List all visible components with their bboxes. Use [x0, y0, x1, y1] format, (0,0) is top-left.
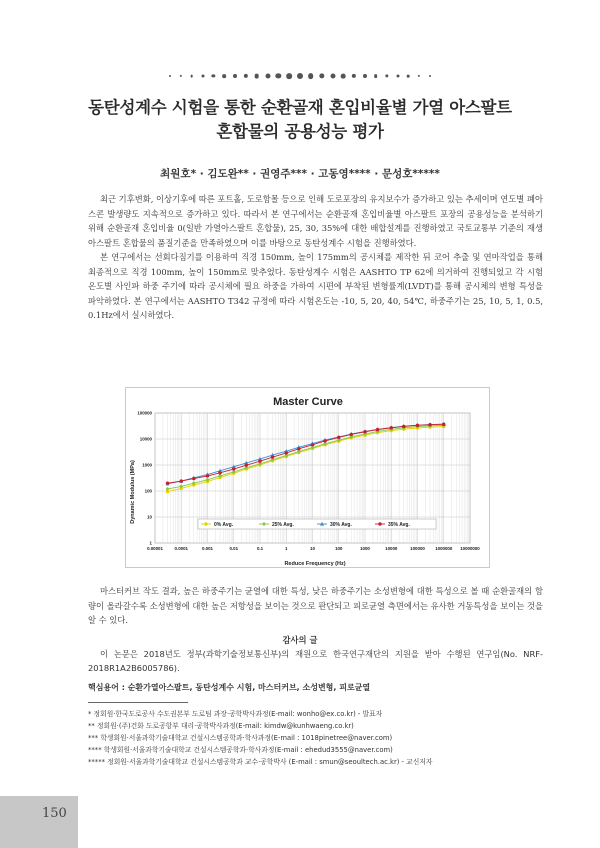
- ornament-dot: [308, 73, 314, 79]
- footnote-5: ***** 정회원·서울과학기술대학교 건설시스템공학과 교수·공학박사 (E-mail : smun@seoultech.ac.kr) - 교신저자: [88, 758, 433, 766]
- ornament-dot: [254, 74, 259, 79]
- ornament-dot: [265, 74, 270, 79]
- ornament-dot: [429, 75, 431, 77]
- data-point: [442, 423, 445, 426]
- y-tick-label: 10: [147, 514, 152, 520]
- ornament-dot: [222, 74, 226, 78]
- x-tick-label: 10: [310, 546, 315, 551]
- keywords-label: 핵심용어 :: [88, 683, 128, 692]
- author-list: 최원호* · 김도완** · 권영주*** · 고동영**** · 문성호*****: [160, 168, 440, 180]
- chart-x-axis-label: Reduce Frequency (Hz): [284, 561, 346, 567]
- chart-legend: [198, 519, 436, 529]
- data-point: [206, 474, 209, 477]
- ornament-dot: [180, 75, 182, 77]
- acknowledgement-text: 이 논문은 2018년도 정부(과학기술정보통신부)의 재원으로 한국연구재단의 지원을 받아 수행된 연구임(No. NRF-2018R1A2B6005786).: [88, 649, 543, 673]
- keywords-line: [88, 682, 543, 693]
- y-tick-label: 1000: [142, 462, 152, 468]
- ornament-dot: [374, 74, 378, 78]
- footnote-2: ** 정회원·(주)건화 도로공항부 대리·공학박사과정(E-mail: kimdw@kunhwaeng.co.kr): [88, 722, 354, 730]
- x-tick-label: 1000000: [435, 546, 453, 551]
- data-point: [297, 447, 300, 450]
- paper-title: [30, 96, 570, 144]
- data-point: [166, 481, 169, 484]
- chart-y-axis-label: Dynamic Modulus (MPa): [130, 460, 136, 524]
- ornament-dot: [352, 74, 356, 78]
- results-paragraph-block: [88, 584, 543, 628]
- paper-title-line-1: 동탄성계수 시험을 통한 순환골재 혼입비율별 가열 아스팔트: [88, 98, 512, 117]
- legend-label: 35% Avg.: [388, 521, 410, 528]
- abstract-paragraph-1: 최근 기후변화, 이상기후에 따른 포트홀, 도로함몰 등으로 인해 도로포장의 유지보수가 증가하고 있는 추세이며 연도별 폐아스콘 발생량도 지속적으로 증가하고 있다. 따라서 본 연구에서는 순환골재 혼입비율별 아스팔트 포장의 공용성능을 분석하기 위해 순환골재 혼입비율 0(일반 가열아스팔트 혼합물), 25, 30, 35%에 대한 배합설계를 진행하였고 국토교통부 기준의 재생아스팔트 혼합물의 품질기준을 만족하였으며 이를 바탕으로 동탄성계수 시험을 진행하였다.: [88, 194, 543, 248]
- data-point: [350, 433, 353, 436]
- data-point: [218, 471, 221, 474]
- data-point: [428, 423, 431, 426]
- master-curve-svg: [125, 387, 490, 568]
- x-tick-label: 0.00001: [147, 546, 163, 551]
- x-tick-label: 0.1: [256, 546, 264, 551]
- x-tick-label: 10000000: [460, 546, 480, 551]
- acknowledgement-heading: 감사의 글: [282, 635, 318, 645]
- results-paragraph: 마스터커브 작도 결과, 높은 하중주기는 균열에 대한 특성, 낮은 하중주기는 소성변형에 대한 특성으로 볼 때 순환골재의 함량이 올라갈수록 소성변형에 대한 높은 저항성을 보이는 것으로 판단되고 피로균열 측면에서는 유사한 거동특성을 보이는 것을 알 수 있다.: [88, 586, 543, 625]
- data-point: [245, 464, 248, 467]
- y-tick-label: 1: [149, 540, 152, 546]
- ornament-dot: [341, 74, 346, 79]
- ornament-dot: [244, 74, 248, 78]
- x-tick-label: 1000: [360, 546, 370, 551]
- master-curve-chart: [125, 387, 490, 568]
- footnotes: [88, 708, 558, 768]
- x-tick-label: 0.01: [229, 546, 239, 551]
- ornament-dot: [212, 74, 215, 77]
- data-point: [337, 436, 340, 439]
- ornament-dot: [233, 74, 237, 78]
- ornament-dot: [297, 73, 303, 79]
- footnote-rule: [88, 702, 188, 703]
- data-point: [192, 477, 195, 480]
- page-number-tab: [0, 796, 78, 848]
- legend-label: 0% Avg.: [214, 521, 234, 528]
- data-point: [416, 424, 419, 427]
- ornament-dot: [276, 73, 281, 78]
- x-tick-label: 0.0001: [174, 546, 188, 551]
- footnote-3: *** 학생회원·서울과학기술대학교 건설시스템공학과·학사과정(E-mail : 1018pinetree@naver.com): [88, 734, 393, 742]
- ornament-dot: [330, 74, 335, 79]
- ornament-dot: [385, 74, 388, 77]
- footnote-4: **** 학생회원·서울과학기술대학교 건설시스템공학과·학사과정(E-mail : ehedud3555@naver.com): [88, 746, 393, 754]
- abstract-paragraph-2: 본 연구에서는 선회다짐기를 이용하여 직경 150mm, 높이 175mm의 공시체를 제작한 뒤 코어 추출 및 연마작업을 통해 최종적으로 직경 100mm, 높이 150mm로 맞추었다. 동탄성계수 시험은 AASHTO TP 62에 의거하여 진행되었고 각 시험 온도별 사인파 하중 주기에 따라 공시체에 필요 하중을 가하여 시편에 부착된 변형률계(LVDT)를 통해 공시체의 변형 특성을 파악하였다. 본 연구에서는 AASHTO T342 규정에 따라 시험온도는 -10, 5, 20, 40, 54℃, 하중주기는 25, 10, 5, 1, 0.5, 0.1Hz에서 실시하였다.: [88, 252, 543, 320]
- data-point: [180, 479, 183, 482]
- ornament-dot: [169, 75, 171, 77]
- chart-title: Master Curve: [273, 396, 343, 408]
- y-tick-label: 100000: [137, 410, 152, 416]
- ornament-dot: [190, 75, 193, 78]
- data-point: [311, 443, 314, 446]
- paper-title-line-2: 혼합물의 공용성능 평가: [216, 122, 384, 141]
- legend-swatch-marker: [378, 522, 381, 525]
- x-tick-label: 100: [335, 546, 343, 551]
- footnote-1: * 정회원·한국도로공사 수도권본부 도로팀 과장·공학박사과정(E-mail: wonho@ex.co.kr) - 발표자: [88, 710, 383, 718]
- page-number: 150: [42, 806, 67, 821]
- x-tick-label: 1: [285, 546, 288, 551]
- y-tick-label: 100: [144, 488, 152, 494]
- ornament-dot: [363, 74, 367, 78]
- x-tick-label: 100000: [410, 546, 425, 551]
- data-point: [363, 430, 366, 433]
- ornament-dot: [201, 75, 204, 78]
- legend-swatch-marker: [204, 522, 207, 525]
- data-point: [323, 439, 326, 442]
- ornament-dot: [396, 75, 399, 78]
- data-point: [258, 460, 261, 463]
- data-point: [402, 425, 405, 428]
- ornament-dot: [286, 73, 292, 79]
- y-tick-label: 10000: [139, 436, 152, 442]
- data-point: [285, 451, 288, 454]
- ornament-dot: [407, 75, 410, 78]
- legend-label: 25% Avg.: [272, 521, 294, 528]
- abstract-body: [88, 192, 543, 323]
- title-dot-ornament: [170, 70, 430, 82]
- data-point: [390, 426, 393, 429]
- ornament-dot: [418, 75, 420, 77]
- data-point: [232, 467, 235, 470]
- data-point: [271, 455, 274, 458]
- ornament-dot: [319, 73, 324, 78]
- data-point: [376, 428, 379, 431]
- legend-label: 30% Avg.: [330, 521, 352, 528]
- x-tick-label: 0.001: [202, 546, 213, 551]
- keywords-text: 순환가열아스팔트, 동탄성계수 시험, 마스터커브, 소성변형, 피로균열: [127, 683, 371, 692]
- x-tick-label: 10000: [385, 546, 398, 551]
